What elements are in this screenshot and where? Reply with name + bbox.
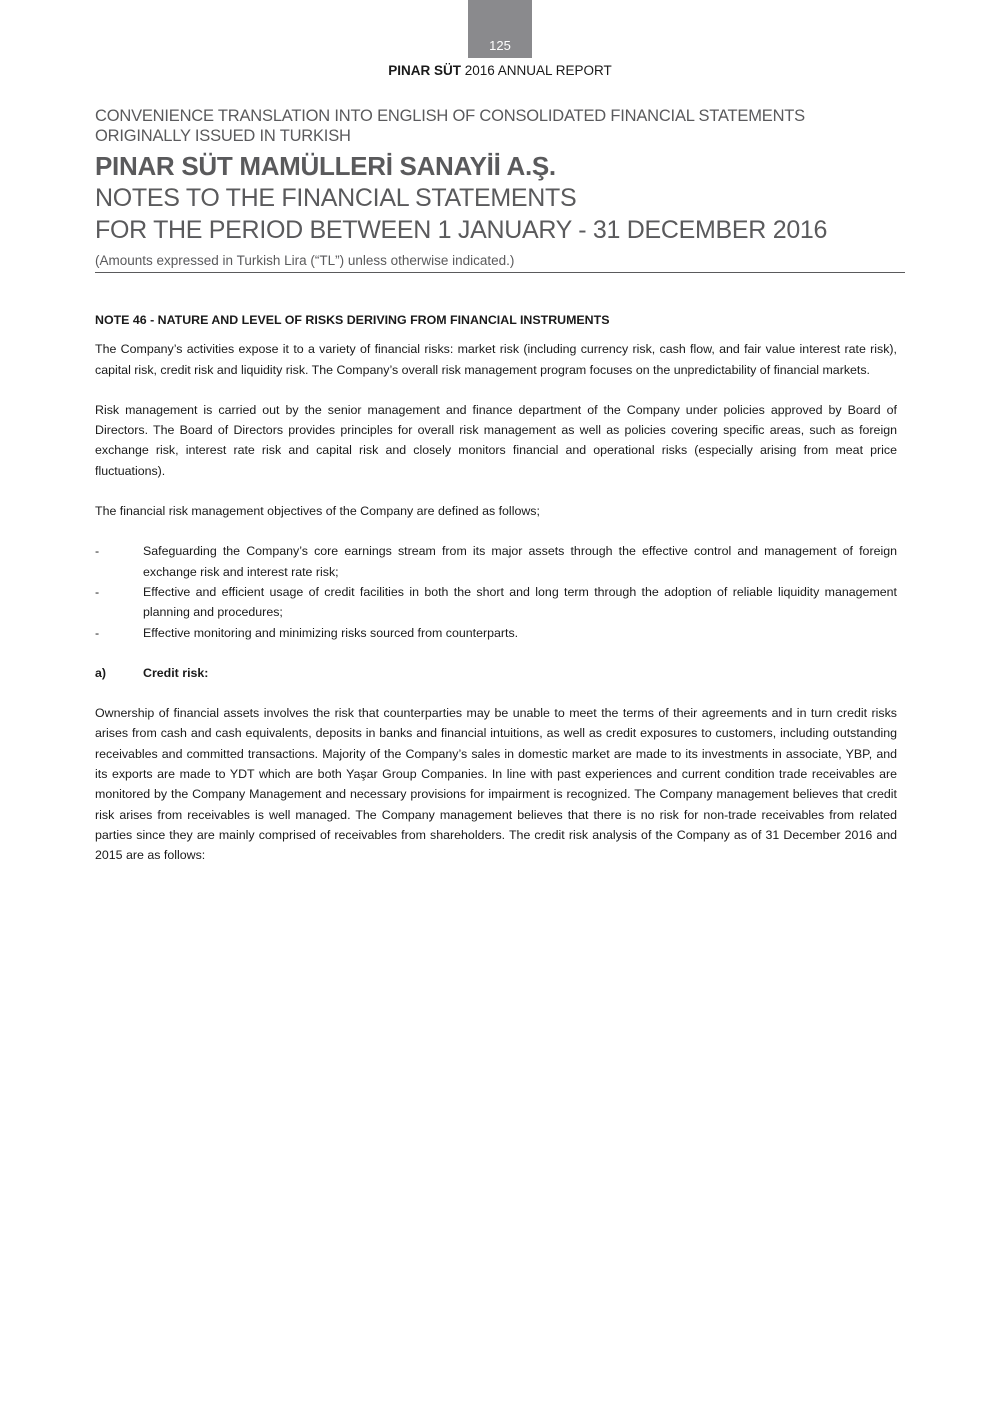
page-number: 125 <box>489 38 511 53</box>
company-name: PINAR SÜT MAMÜLLERİ SANAYİİ A.Ş. <box>95 151 556 181</box>
list-item-text: Effective and efficient usage of credit facilities in both the short and long term through the adoption of reliable liquidity management planning and procedures; <box>143 584 897 620</box>
paragraph-financial-risks: The Company’s activities expose it to a variety of financial risks: market risk (including currency risk, cash flow, and fair value interest rate risk), capital risk, credit risk and liquidity risk. The Company’s overall risk management program focuses on the unpredictability of financial markets. <box>95 342 897 377</box>
credit-risk-title: Credit risk: <box>143 665 209 680</box>
paragraph-risk-management: Risk management is carried out by the senior management and finance department of the Company under policies approved by Board of Directors. The Board of Directors provides principles for overall risk management as well as policies covering specific areas, such as foreign exchange risk, interest rate risk and capital risk and closely monitors financial and operational risks (especially arising from meat price fluctuations). <box>95 402 897 478</box>
amounts-note: (Amounts expressed in Turkish Lira (“TL”) unless otherwise indicated.) <box>95 252 905 273</box>
paragraph-objectives-intro: The financial risk management objectives of the Company are defined as follows; <box>95 504 540 519</box>
list-item-text: Safeguarding the Company’s core earnings stream from its major assets through the effective control and management of foreign exchange risk and interest rate risk; <box>143 544 897 579</box>
list-item <box>95 582 897 623</box>
period-title: FOR THE PERIOD BETWEEN 1 JANUARY - 31 DECEMBER 2016 <box>95 216 828 244</box>
list-dash: - <box>95 625 100 640</box>
list-dash: - <box>95 544 100 559</box>
list-dash: - <box>95 584 100 599</box>
report-title <box>0 63 1000 78</box>
paragraph-credit-risk: Ownership of financial assets involves the risk that counterparties may be unable to meet the terms of their agreements and in turn credit risks arises from cash and cash equivalents, deposits in banks and financial intuitions, as well as credit exposures to customers, including outstanding receivables and committed transactions. Majority of the Company’s sales in domestic market are made to its investments in associate, YBP, and its exports are made to YDT which are both Yaşar Group Companies. In line with past experiences and current condition trade receivables are monitored by the Company Management and necessary provisions for impairment is recognized. The Company management believes that credit risk arises from receivables is well managed. The Company management believes that there is no risk for non-trade receivables from related parties since they are mainly comprised of receivables from shareholders. The credit risk analysis of the Company as of 31 December 2016 and 2015 are as follows: <box>95 706 897 863</box>
list-item-text: Effective monitoring and minimizing risks sourced from counterparts. <box>143 625 519 640</box>
page-number-tab <box>468 0 532 58</box>
credit-risk-heading <box>95 663 897 683</box>
report-brand: PINAR SÜT <box>388 63 461 78</box>
note-content <box>95 310 897 886</box>
credit-risk-letter: a) <box>95 665 107 680</box>
notes-title: NOTES TO THE FINANCIAL STATEMENTS <box>95 184 577 212</box>
note-heading: NOTE 46 - NATURE AND LEVEL OF RISKS DERIVING FROM FINANCIAL INSTRUMENTS <box>95 313 610 327</box>
report-title-text: 2016 ANNUAL REPORT <box>460 63 612 78</box>
convenience-translation-line-1: CONVENIENCE TRANSLATION INTO ENGLISH OF CONSOLIDATED FINANCIAL STATEMENTS <box>95 107 805 125</box>
list-item <box>95 623 897 643</box>
convenience-translation-line-2: ORIGINALLY ISSUED IN TURKISH <box>95 127 351 145</box>
statement-header <box>95 106 905 273</box>
objectives-list <box>95 541 897 642</box>
list-item <box>95 541 897 582</box>
